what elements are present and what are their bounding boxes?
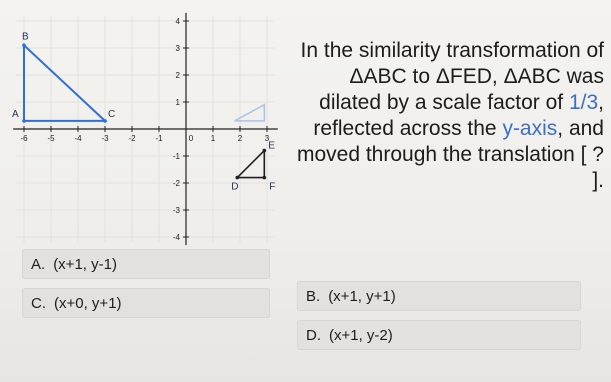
reflection-axis: y-axis: [502, 117, 558, 140]
vertex-point: [236, 176, 240, 180]
y-tick-label: 1: [175, 98, 180, 107]
faded-triangle: [235, 105, 265, 121]
answer-text: (x+1, y+1): [328, 287, 396, 305]
answer-option-a[interactable]: [22, 249, 270, 279]
vertex-label-f: F: [269, 181, 276, 193]
answer-option-b[interactable]: [297, 281, 581, 311]
x-tick-label: 1: [210, 134, 216, 143]
answer-text: (x+1, y-1): [53, 255, 117, 273]
answer-letter: B.: [306, 287, 321, 305]
x-tick-label: 3: [264, 134, 270, 143]
x-tick-label: -4: [74, 134, 82, 143]
y-tick-label: 3: [175, 44, 180, 53]
answer-option-d[interactable]: [297, 320, 581, 350]
answer-letter: A.: [31, 255, 46, 273]
vertex-point: [263, 176, 267, 180]
x-tick-label: 0: [188, 134, 194, 143]
question-part-2: , reflected across the: [313, 91, 604, 140]
vertex-label-b: B: [22, 31, 29, 43]
vertex-label-c: C: [108, 108, 116, 120]
triangle-def: [237, 151, 264, 178]
answer-letter: D.: [306, 326, 321, 344]
y-tick-label: -4: [172, 233, 180, 242]
x-tick-label: -5: [47, 134, 55, 143]
x-tick-label: -1: [155, 134, 163, 143]
y-tick-label: -2: [172, 179, 180, 188]
x-tick-label: -3: [101, 134, 109, 143]
answer-text: (x+1, y-2): [329, 326, 393, 344]
vertex-point: [263, 149, 267, 153]
scale-factor: 1/3: [568, 91, 599, 114]
y-tick-label: 2: [175, 71, 180, 80]
vertex-point: [22, 44, 26, 48]
y-tick-label: 4: [175, 17, 180, 26]
vertex-point: [22, 119, 26, 123]
x-tick-label: -6: [20, 134, 28, 143]
x-tick-label: 2: [237, 134, 243, 143]
x-tick-label: -2: [128, 134, 136, 143]
y-tick-label: -1: [172, 152, 180, 161]
question-text: [292, 38, 604, 194]
y-tick-label: -3: [172, 206, 180, 215]
question-part-1: In the similarity transformation of ΔABC to ΔFED, ΔABC was dilated by a scale factor of: [300, 39, 604, 114]
triangle-abc: [24, 45, 105, 121]
vertex-label-e: E: [268, 140, 275, 152]
coordinate-graph: [14, 8, 290, 248]
graph-canvas: [14, 8, 290, 248]
vertex-label-d: D: [231, 181, 239, 193]
answer-option-c[interactable]: [22, 288, 270, 318]
vertex-point: [103, 119, 107, 123]
answer-letter: C.: [31, 294, 46, 312]
vertex-label-a: A: [12, 108, 19, 120]
answer-text: (x+0, y+1): [54, 294, 122, 312]
question-part-3: , and moved through the translation [ ? ].: [296, 117, 604, 192]
